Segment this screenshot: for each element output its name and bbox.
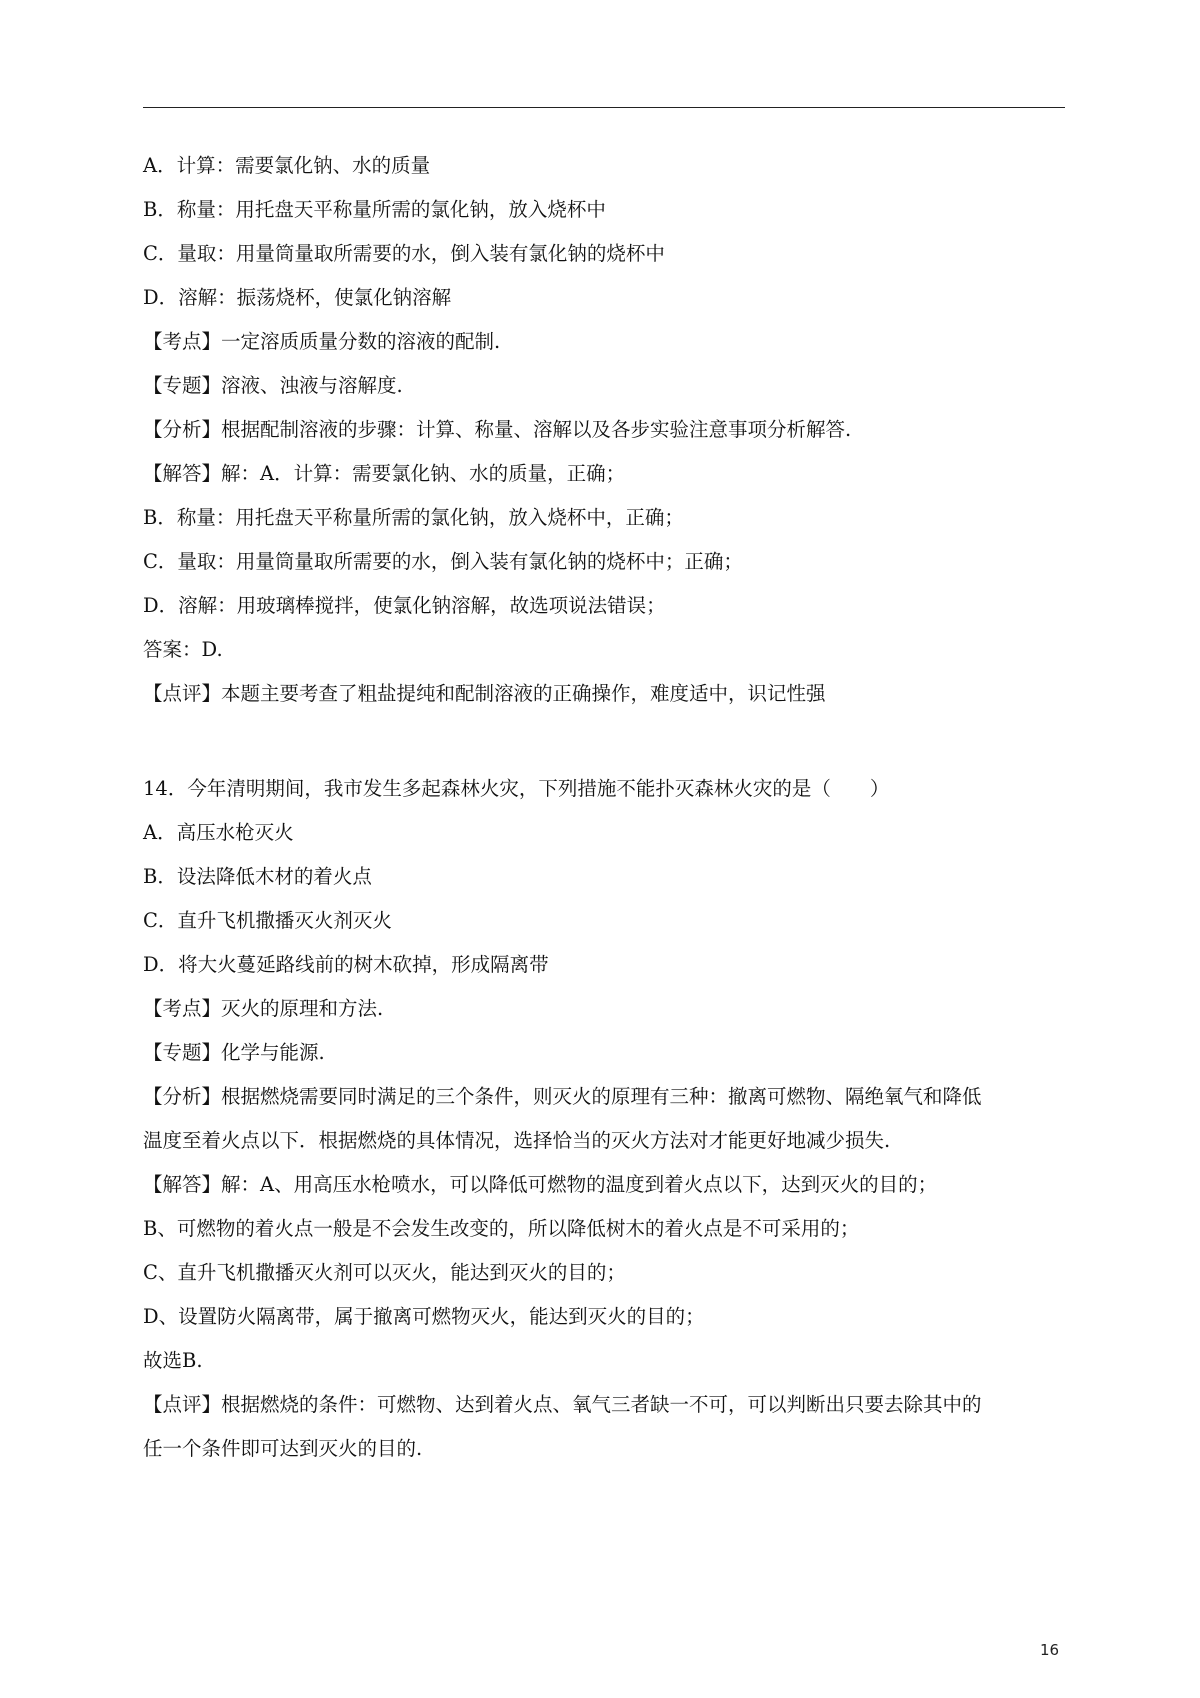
jieda-line-b: B．称量：用托盘天平称量所需的氯化钠，放入烧杯中，正确； <box>143 506 684 529</box>
answer-text: 答案：D. <box>143 638 223 661</box>
q14-option-c: C．直升飞机撒播灭火剂灭火 <box>143 909 392 932</box>
option-b-text: B．称量：用托盘天平称量所需的氯化钠，放入烧杯中 <box>143 198 606 221</box>
option-d-text: D．溶解：振荡烧杯，使氯化钠溶解 <box>143 286 452 309</box>
q14-fenxi-line-2: 温度至着火点以下．根据燃烧的具体情况，选择恰当的灭火方法对才能更好地减少损失. <box>143 1129 891 1152</box>
q14-answer: 故选B. <box>143 1349 203 1372</box>
q14-dianping-line-1: 【点评】根据燃烧的条件：可燃物、达到着火点、氧气三者缺一不可，可以判断出只要去除其中的 <box>143 1393 982 1416</box>
fenxi-text: 【分析】根据配制溶液的步骤：计算、称量、溶解以及各步实验注意事项分析解答. <box>143 418 852 441</box>
q14-dianping-line-2: 任一个条件即可达到灭火的目的. <box>143 1437 423 1460</box>
jieda-line-d: D．溶解：用玻璃棒搅拌，使氯化钠溶解，故选项说法错误； <box>143 594 666 617</box>
dianping-text: 【点评】本题主要考查了粗盐提纯和配制溶液的正确操作，难度适中，识记性强 <box>143 682 826 705</box>
q14-option-d: D．将大火蔓延路线前的树木砍掉，形成隔离带 <box>143 953 549 976</box>
q14-option-b: B．设法降低木材的着火点 <box>143 865 372 888</box>
header-rule <box>143 107 1065 108</box>
page-number: 16 <box>1040 1641 1060 1659</box>
jieda-text: 【解答】解：A．计算：需要氯化钠、水的质量，正确； <box>143 462 626 485</box>
q14-kaodian: 【考点】灭火的原理和方法. <box>143 997 384 1020</box>
q14-option-a: A．高压水枪灭火 <box>143 821 294 844</box>
q14-zhuanti: 【专题】化学与能源. <box>143 1041 325 1064</box>
question-14-stem: 14．今年清明期间，我市发生多起森林火灾，下列措施不能扑灭森林火灾的是（ ） <box>143 777 890 800</box>
option-c-text: C．量取：用量筒量取所需要的水，倒入装有氯化钠的烧杯中 <box>143 242 665 265</box>
q14-jieda-line-c: C、直升飞机撒播灭火剂可以灭火，能达到灭火的目的； <box>143 1261 626 1284</box>
zhuanti-text: 【专题】溶液、浊液与溶解度. <box>143 374 403 397</box>
q14-jieda-line-b: B、可燃物的着火点一般是不会发生改变的，所以降低树木的着火点是不可采用的； <box>143 1217 860 1240</box>
q14-jieda-line-a: 【解答】解：A、用高压水枪喷水，可以降低可燃物的温度到着火点以下，达到灭火的目的； <box>143 1173 938 1196</box>
jieda-line-c: C．量取：用量筒量取所需要的水，倒入装有氯化钠的烧杯中；正确； <box>143 550 743 573</box>
kaodian-text: 【考点】一定溶质质量分数的溶液的配制. <box>143 330 501 353</box>
q14-jieda-line-d: D、设置防火隔离带，属于撤离可燃物灭火，能达到灭火的目的； <box>143 1305 705 1328</box>
q14-fenxi-line-1: 【分析】根据燃烧需要同时满足的三个条件，则灭火的原理有三种：撤离可燃物、隔绝氧气和降低 <box>143 1085 982 1108</box>
option-a-text: A．计算：需要氯化钠、水的质量 <box>143 154 431 177</box>
